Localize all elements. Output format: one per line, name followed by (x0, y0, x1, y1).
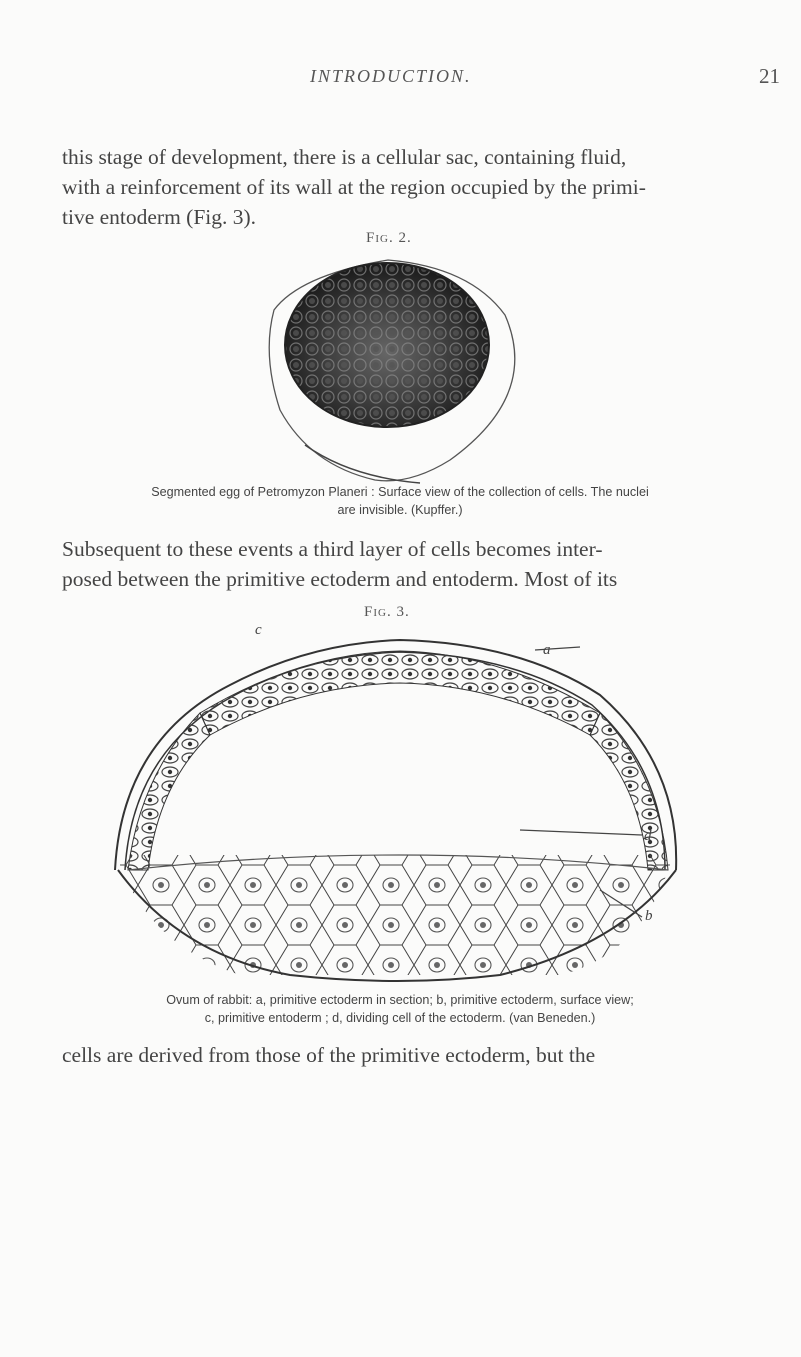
figure-2-label: Fig. 2. (366, 230, 412, 246)
caption-line: Ovum of rabbit: a, primitive ectoderm in section; b, primitive ectoderm, surface view; (166, 993, 634, 1007)
figure-3-illustration (0, 625, 801, 985)
paragraph-line: cells are derived from those of the primitive ectoderm, but the (62, 1043, 596, 1067)
paragraph-2 (62, 534, 742, 594)
paragraph-line: this stage of development, there is a cellular sac, containing fluid, (62, 145, 627, 169)
page-number: 21 (759, 64, 780, 88)
figure-3-letter-a: a (543, 642, 551, 658)
figure-3-caption (40, 991, 760, 1027)
figure-2-illustration (0, 245, 801, 485)
paragraph-3 (62, 1040, 742, 1070)
running-title: INTRODUCTION. (310, 66, 472, 86)
figure-3-letter-b: b (645, 908, 653, 924)
figure-2-caption (40, 483, 760, 519)
paragraph-line: with a reinforcement of its wall at the region occupied by the primi- (62, 175, 646, 199)
paragraph-line: tive entoderm (Fig. 3). (62, 205, 257, 229)
figure-3-letter-c: c (255, 622, 262, 638)
paragraph-1 (62, 142, 742, 232)
caption-line: are invisible. (Kupffer.) (337, 503, 463, 517)
paragraph-line: posed between the primitive ectoderm and entoderm. Most of its (62, 567, 618, 591)
paragraph-line: Subsequent to these events a third layer of cells becomes inter- (62, 537, 603, 561)
caption-line: Segmented egg of Petromyzon Planeri : Surface view of the collection of cells. The nuclei (151, 485, 649, 499)
page-header (0, 66, 801, 96)
caption-line: c, primitive entoderm ; d, dividing cell of the ectoderm. (van Beneden.) (204, 1011, 596, 1025)
figure-3-label: Fig. 3. (364, 604, 410, 620)
